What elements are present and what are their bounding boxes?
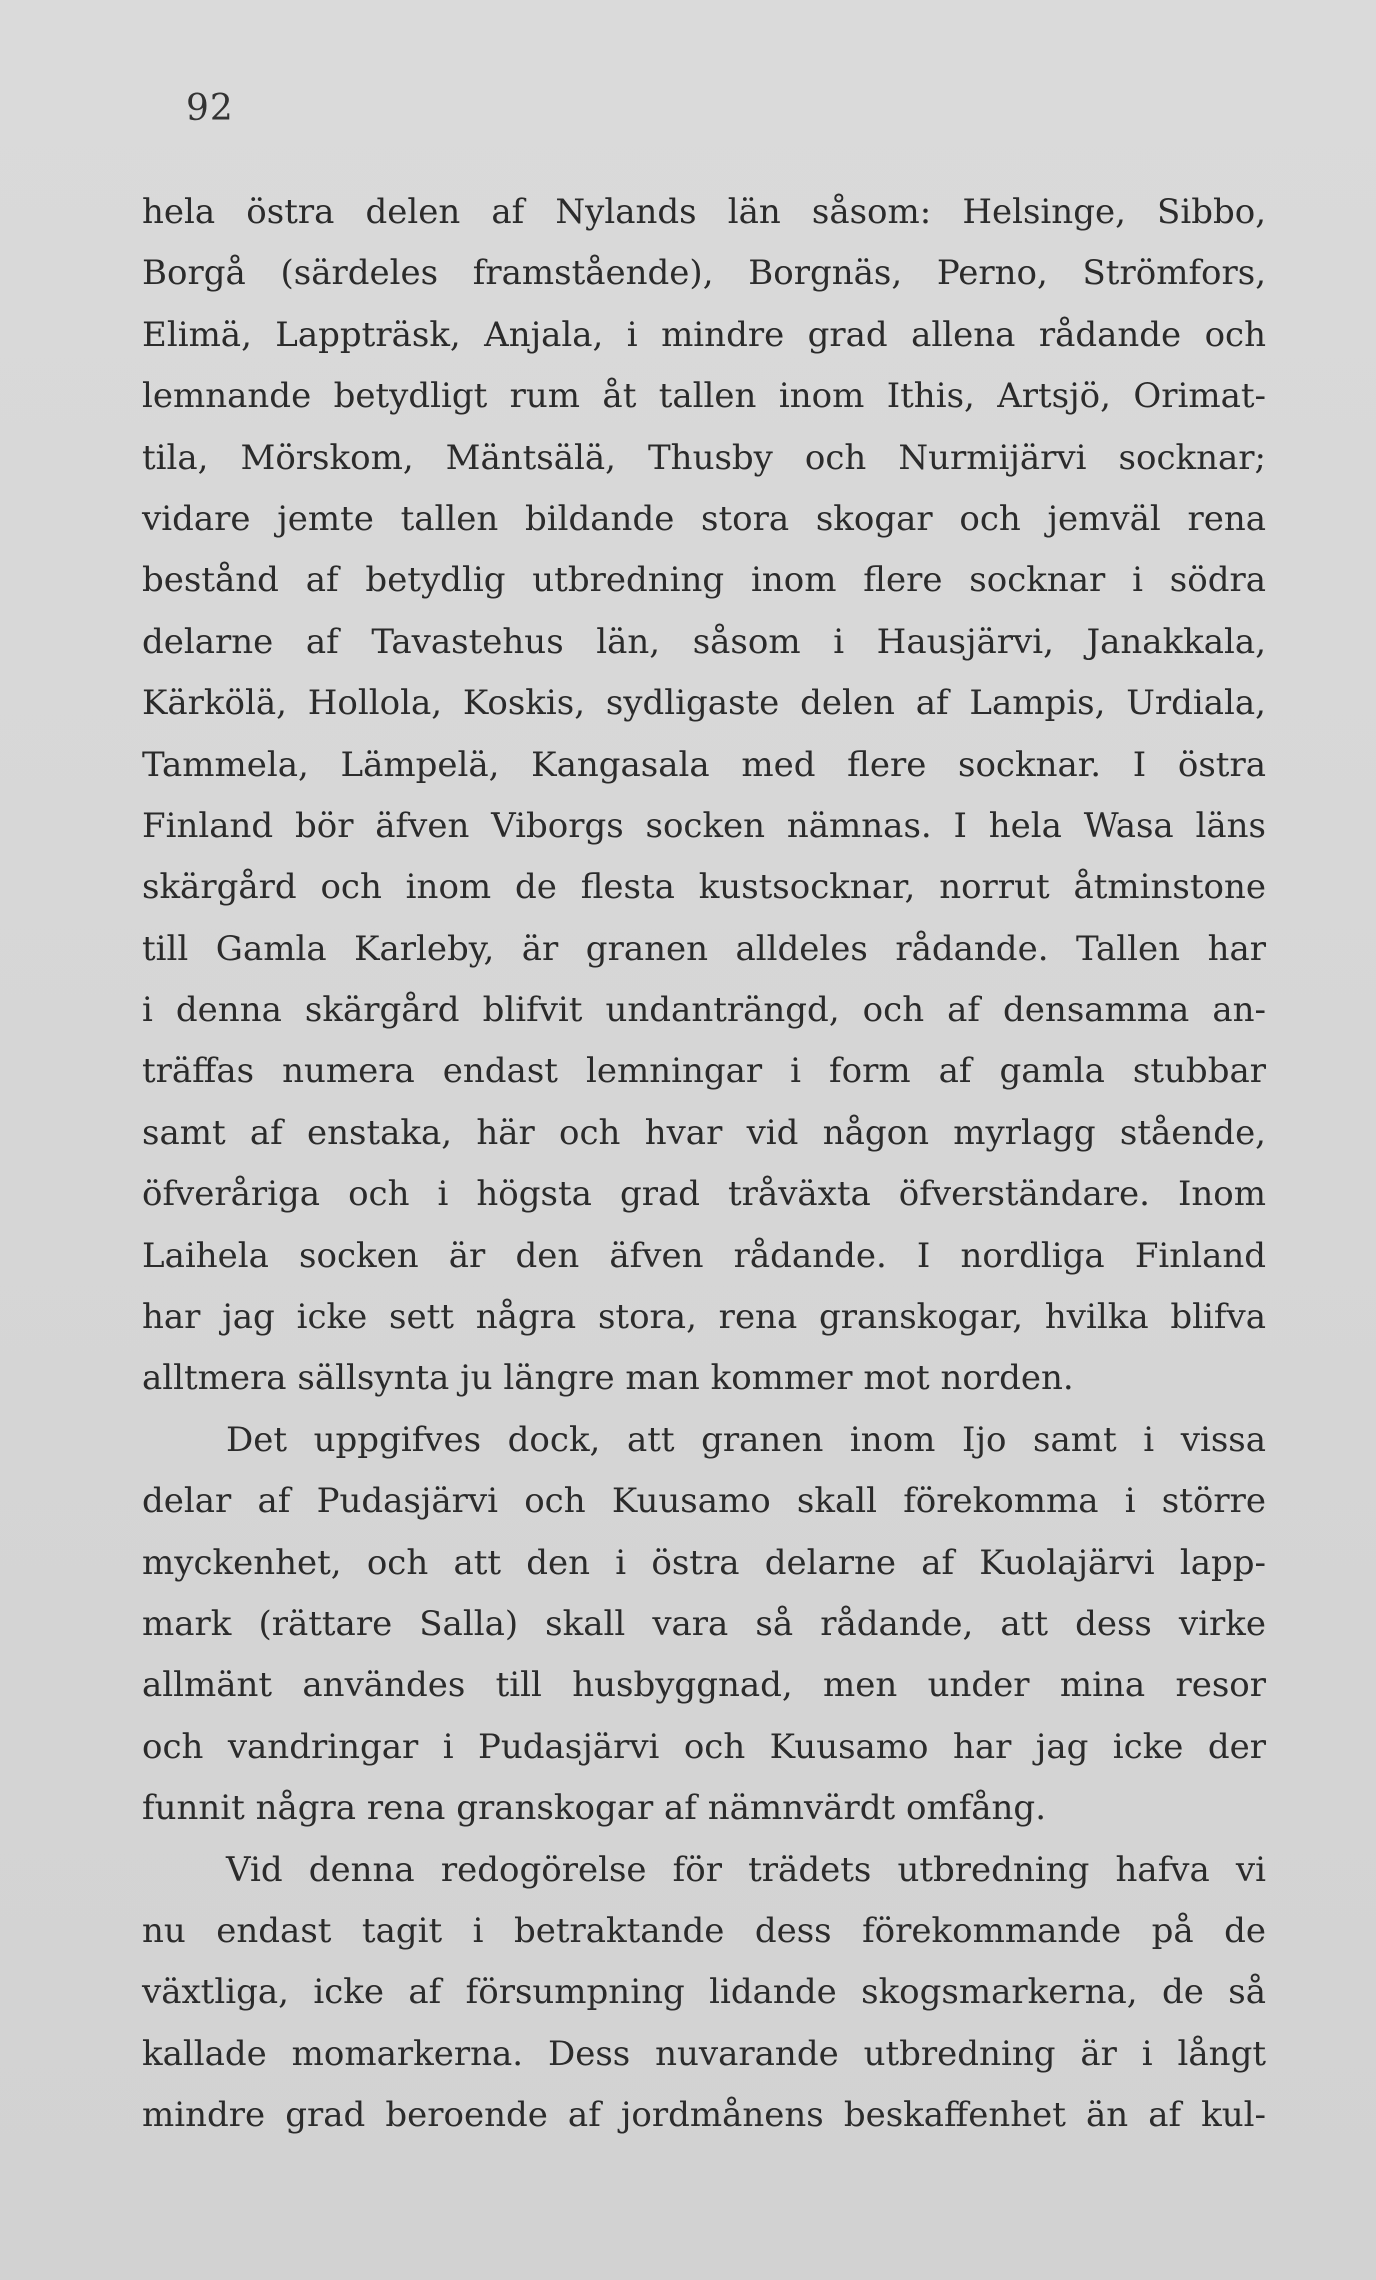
text-line: Tammela, Lämpelä, Kangasala med flere socknar. I östra [142, 744, 1266, 785]
text-line: skärgård och inom de flesta kustsocknar, norrut åtminstone [142, 867, 1266, 908]
text-line: Finland bör äfven Viborgs socken nämnas. I hela Wasa läns [142, 805, 1266, 846]
text-line: allmänt användes till husbyggnad, men under mina resor [142, 1665, 1266, 1706]
text-line: funnit några rena granskogar af nämnvärdt omfång. [142, 1788, 1047, 1829]
text-line: hela östra delen af Nylands län såsom: Helsinge, Sibbo, [142, 192, 1266, 232]
text-line: vidare jemte tallen bildande stora skogar och jemväl rena [142, 498, 1266, 539]
text-line: delarne af Tavastehus län, såsom i Hausjärvi, Janakkala, [142, 621, 1266, 662]
text-line: Kärkölä, Hollola, Koskis, sydligaste delen af Lampis, Urdiala, [142, 683, 1266, 724]
text-line: nu endast tagit i betraktande dess förekommande på de [142, 1910, 1266, 1951]
text-line: till Gamla Karleby, är granen alldeles rådande. Tallen har [142, 928, 1266, 969]
text-line: växtliga, icke af försumpning lidande skogsmarkerna, de så [142, 1972, 1266, 2013]
text-line: Vid denna redogörelse för trädets utbredning hafva vi [226, 1849, 1266, 1890]
page-number: 92 [186, 88, 234, 129]
text-line: träffas numera endast lemningar i form af gamla stubbar [142, 1051, 1266, 1092]
text-line: alltmera sällsynta ju längre man kommer mot norden. [142, 1358, 1074, 1399]
text-line: öfveråriga och i högsta grad tråväxta öfverständare. Inom [142, 1174, 1266, 1215]
text-line: delar af Pudasjärvi och Kuusamo skall förekomma i större [142, 1481, 1266, 1522]
text-line: tila, Mörskom, Mäntsälä, Thusby och Nurmijärvi socknar; [142, 437, 1266, 478]
text-line: bestånd af betydlig utbredning inom flere socknar i södra [142, 560, 1266, 601]
body-text [142, 182, 1266, 2147]
text-line: och vandringar i Pudasjärvi och Kuusamo har jag icke der [142, 1726, 1266, 1767]
text-line: har jag icke sett några stora, rena granskogar, hvilka blifva [142, 1297, 1266, 1338]
text-line: Laihela socken är den äfven rådande. I nordliga Finland [142, 1235, 1266, 1276]
text-line: mark (rättare Salla) skall vara så rådande, att dess virke [142, 1603, 1266, 1644]
text-line: Det uppgifves dock, att granen inom Ijo samt i vissa [226, 1419, 1266, 1460]
text-line: myckenhet, och att den i östra delarne af Kuolajärvi lapp- [142, 1542, 1266, 1583]
text-line: Borgå (särdeles framstående), Borgnäs, Perno, Strömfors, [142, 253, 1266, 294]
text-line: Elimä, Lappträsk, Anjala, i mindre grad allena rådande och [142, 314, 1266, 355]
text-line: kallade momarkerna. Dess nuvarande utbredning är i långt [142, 2033, 1266, 2074]
text-line: mindre grad beroende af jordmånens beskaffenhet än af kul- [142, 2095, 1266, 2136]
text-line: i denna skärgård blifvit undanträngd, och af densamma an- [142, 990, 1266, 1031]
text-line: lemnande betydligt rum åt tallen inom Ithis, Artsjö, Orimat- [142, 376, 1266, 417]
text-line: samt af enstaka, här och hvar vid någon myrlagg stående, [142, 1112, 1266, 1153]
